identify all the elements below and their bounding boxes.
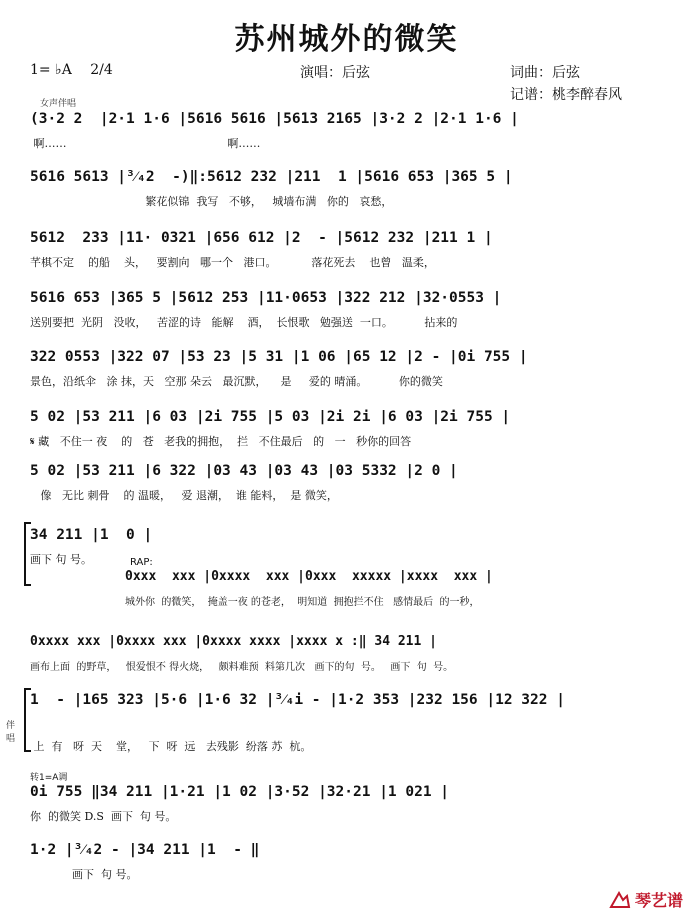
modulation-label: 转1=A调 [30, 773, 68, 783]
notes-row-1: (3·2 2 |2·1 1·6 |5616 5616 |5613 2165 |3·2 2 |2·1 1·6 | [30, 111, 519, 127]
rap-label: RAP: [130, 557, 153, 568]
staff-row-6 [30, 405, 660, 448]
notes-row-10: 0i 755 ‖34 211 |1·21 |1 02 |3·52 |32·21 |1 021 | [30, 784, 450, 800]
rap-notes-row-2: 0xxxx xxx |0xxxx xxx |0xxxx xxxx |xxxx x :‖ 34 211 | [30, 634, 437, 649]
notes-row-9: 1 - |165 323 |5·6 |1·6 32 |³⁄₄i - |1·2 353 |232 156 |12 322 | [30, 692, 565, 708]
notes-row-8: 34 211 |1 0 | [30, 527, 153, 543]
notes-row-3: 5612 233 |11· 0321 |656 612 |2 - |5612 232 |211 1 | [30, 230, 493, 246]
notes-row-2: 5616 5613 |³⁄₄2 -)‖:5612 232 |211 1 |5616 653 |365 5 | [30, 169, 513, 185]
notes-row-6: 5 02 |53 211 |6 03 |2i 755 |5 03 |2i 2i |6 03 |2i 755 | [30, 409, 511, 425]
staff-row-3 [30, 226, 660, 269]
lyrics-row-5: 景色，沿纸伞 涂 抹，天 空那 朵云 最沉默， 是 爱的 晴涌。 你的微笑 [30, 375, 443, 388]
staff-row-11 [30, 838, 660, 881]
rap-lyrics-row-2: 画布上面 的野草， 恨爱恨不 得火烧， 颇料难预 料第几次 画下的句 号。 画下 句 号。 [30, 662, 454, 673]
accompaniment-label: 伴唱 [6, 721, 16, 744]
staff-row-4 [30, 286, 660, 329]
lyrics-row-8: 画下 句 号。 [30, 553, 92, 566]
singer-credit: 演唱：后弦 [300, 65, 370, 81]
notes-row-4: 5616 653 |365 5 |5612 253 |11·0653 |322 212 |32·0553 | [30, 290, 502, 306]
lyrics-row-6: 𝄋 藏 不住一 夜 的 苍 老我的拥抱， 拦 不住最后 的 一 秒你的回答 [30, 435, 412, 448]
key-label: 1= ♭A [30, 62, 72, 78]
lyrics-row-7: 像 无比 刺骨 的 温暖， 爱 退潮， 谁 能料， 是 微笑， [30, 489, 338, 502]
time-signature: 2/4 [90, 62, 113, 78]
notes-row-5: 322 0553 |322 07 |53 23 |5 31 |1 06 |65 12 |2 - |0i 755 | [30, 349, 528, 365]
notes-row-7: 5 02 |53 211 |6 322 |03 43 |03 43 |03 5332 |2 0 | [30, 463, 458, 479]
staff-row-5 [30, 345, 660, 388]
lyrics-row-2: 繁花似锦 我写 不够， 城墙布满 你的 哀愁， [30, 195, 393, 208]
logo-icon [609, 891, 631, 909]
notes-row-11: 1·2 |³⁄₄2 - |34 211 |1 - ‖ [30, 842, 260, 858]
lyrics-row-3: 芊棋不定 的船 头， 要割向 哪一个 港口。 落花死去 也曾 温柔， [30, 256, 435, 269]
lyrics-row-1: 啊…… 啊…… [30, 137, 261, 150]
rap-row-2 [30, 630, 660, 673]
rap-notes-row-1: 0xxx xxx |0xxxx xxx |0xxx xxxxx |xxxx xxx | [125, 569, 493, 584]
key-signature [30, 62, 113, 78]
lyrics-row-10: 你 的微笑 D.S 画下 句 号。 [30, 810, 177, 823]
female-backing-label: 女声伴唱 [40, 99, 77, 109]
transcriber-credit: 记谱：桃李醉春风 [510, 87, 622, 103]
staff-row-7 [30, 459, 660, 502]
composer-credit: 词曲：后弦 [510, 65, 580, 81]
rap-lyrics-row-1: 城外你 的微笑， 掩盖一夜 的苍老， 明知道 拥抱拦不住 感情最后 的一秒， [125, 597, 480, 608]
staff-row-10 [30, 780, 660, 823]
lyrics-row-4: 送别要把 光阴 没收， 苦涩的诗 能解 酒， 长恨歌 勉强送 一口。 拈来的 [30, 316, 458, 329]
rap-row-1 [125, 565, 665, 608]
lyrics-row-11: 画下 句 号。 [30, 868, 138, 881]
staff-row-9 [30, 688, 660, 753]
logo-text: 琴艺谱 [634, 891, 683, 910]
staff-row-8 [30, 523, 660, 566]
lyrics-row-9: 上 有 呀 天 堂， 下 呀 远 去残影 纷落 苏 杭。 [30, 740, 312, 753]
site-logo [609, 888, 683, 911]
song-title: 苏州城外的微笑 [234, 22, 459, 57]
staff-row-2 [30, 165, 660, 208]
staff-row-1 [30, 107, 660, 150]
